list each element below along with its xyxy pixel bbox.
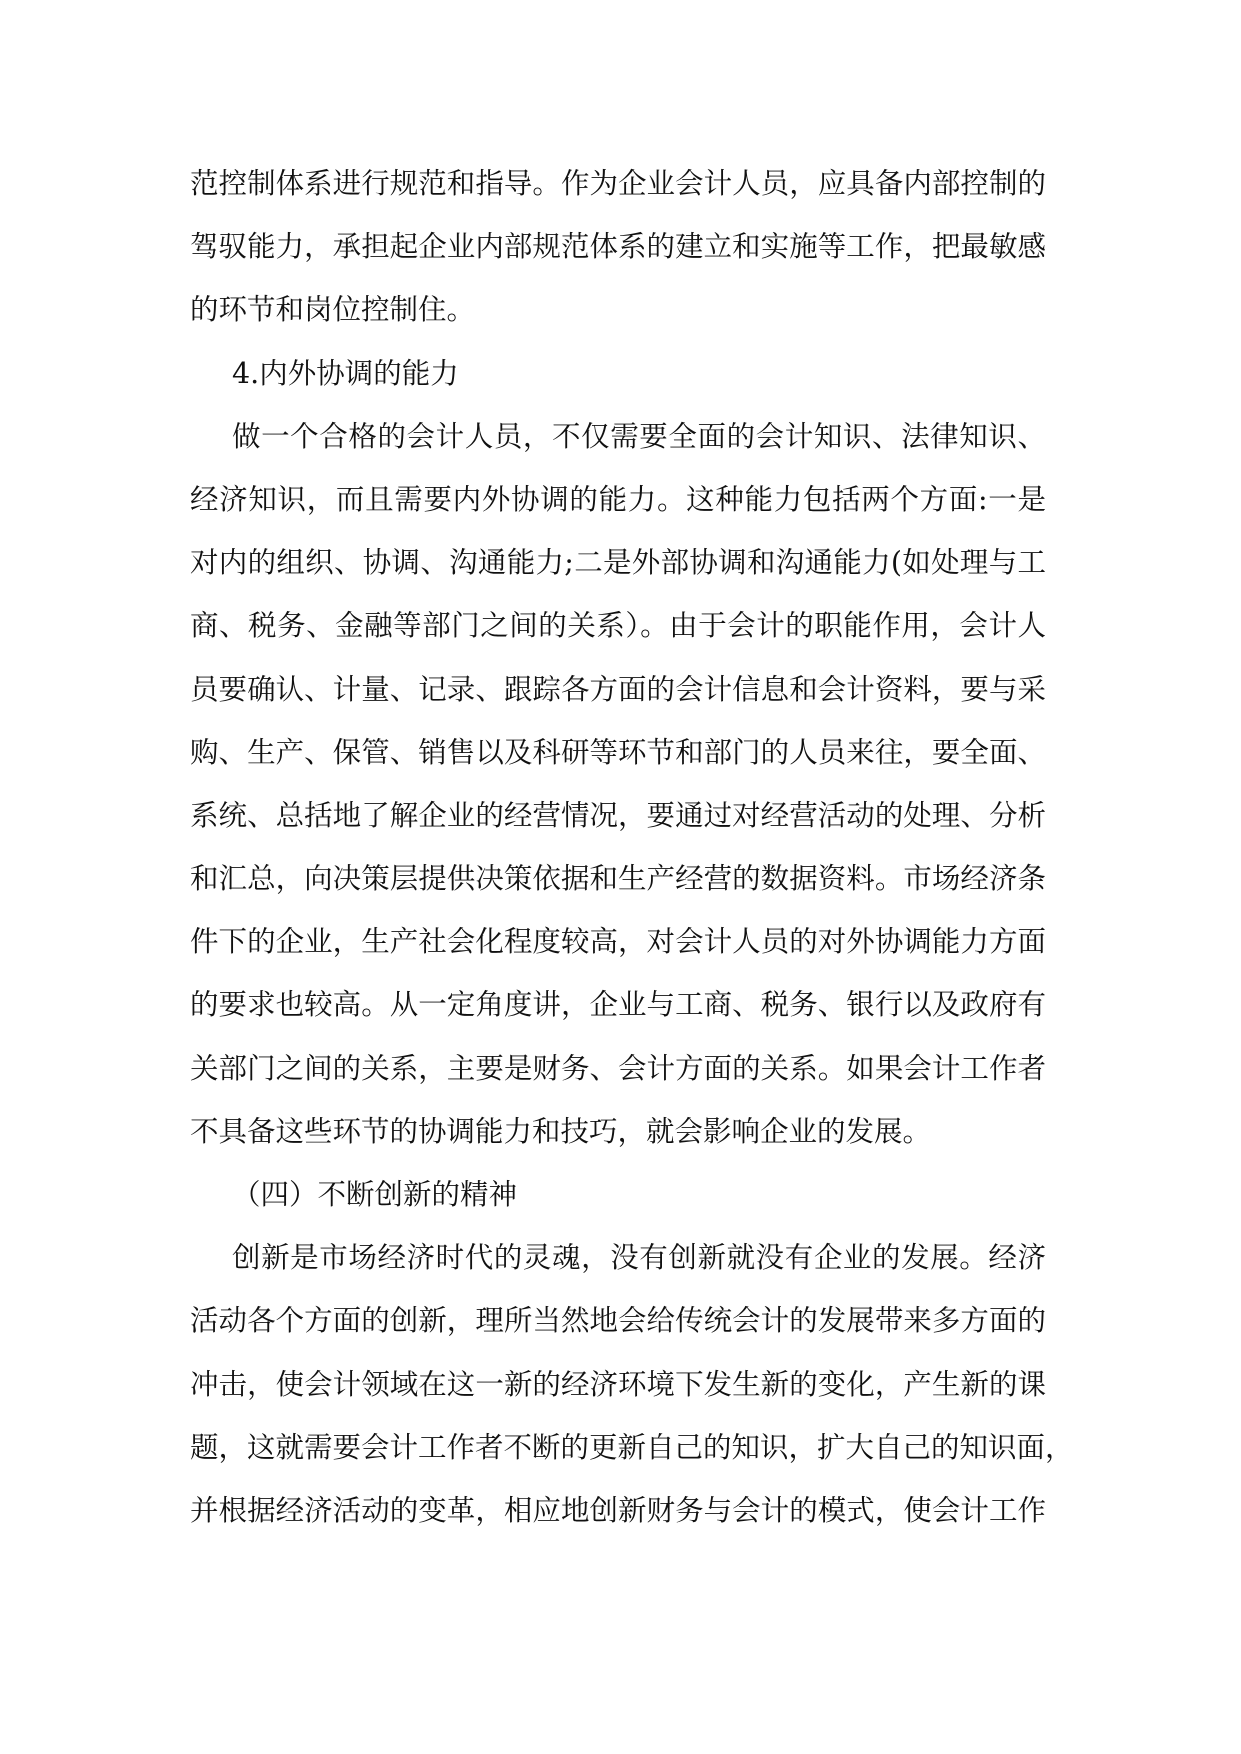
document-body (190, 152, 1074, 1542)
text-line: 并根据经济活动的变革，相应地创新财务与会计的模式，使会计工作 (190, 1493, 1046, 1527)
text-line: 系统、总括地了解企业的经营情况，要通过对经营活动的处理、分析 (190, 798, 1046, 832)
text-line: 的环节和岗位控制住。 (190, 293, 476, 327)
section-heading: 4.内外协调的能力 (232, 356, 459, 390)
text-line: 对内的组织、协调、沟通能力;二是外部协调和沟通能力(如处理与工 (190, 546, 1046, 580)
text-line: 不具备这些环节的协调能力和技巧，就会影响企业的发展。 (190, 1114, 932, 1148)
text-line: 购、生产、保管、销售以及科研等环节和部门的人员来往，要全面、 (190, 735, 1046, 769)
section-heading: （四）不断创新的精神 (232, 1178, 518, 1211)
text-line: 件下的企业，生产社会化程度较高，对会计人员的对外协调能力方面 (190, 925, 1046, 959)
text-line: 题，这就需要会计工作者不断的更新自己的知识，扩大自己的知识面， (190, 1430, 1074, 1464)
text-line: 做一个合格的会计人员，不仅需要全面的会计知识、法律知识、 (232, 419, 1046, 453)
text-line: 关部门之间的关系，主要是财务、会计方面的关系。如果会计工作者 (190, 1051, 1046, 1085)
text-line: 商、税务、金融等部门之间的关系）。由于会计的职能作用，会计人 (190, 609, 1046, 643)
text-line: 的要求也较高。从一定角度讲，企业与工商、税务、银行以及政府有 (190, 988, 1046, 1022)
text-line: 活动各个方面的创新，理所当然地会给传统会计的发展带来多方面的 (190, 1304, 1046, 1338)
text-line: 冲击，使会计领域在这一新的经济环境下发生新的变化，产生新的课 (190, 1367, 1046, 1401)
text-line: 和汇总，向决策层提供决策依据和生产经营的数据资料。市场经济条 (190, 862, 1046, 896)
text-line: 范控制体系进行规范和指导。作为企业会计人员，应具备内部控制的 (190, 167, 1046, 200)
text-line: 员要确认、计量、记录、跟踪各方面的会计信息和会计资料，要与采 (190, 672, 1046, 706)
text-line: 驾驭能力，承担起企业内部规范体系的建立和实施等工作，把最敏感 (190, 230, 1046, 264)
text-line: 创新是市场经济时代的灵魂，没有创新就没有企业的发展。经济 (232, 1241, 1046, 1275)
text-line: 经济知识，而且需要内外协调的能力。这种能力包括两个方面:一是 (190, 482, 1046, 516)
